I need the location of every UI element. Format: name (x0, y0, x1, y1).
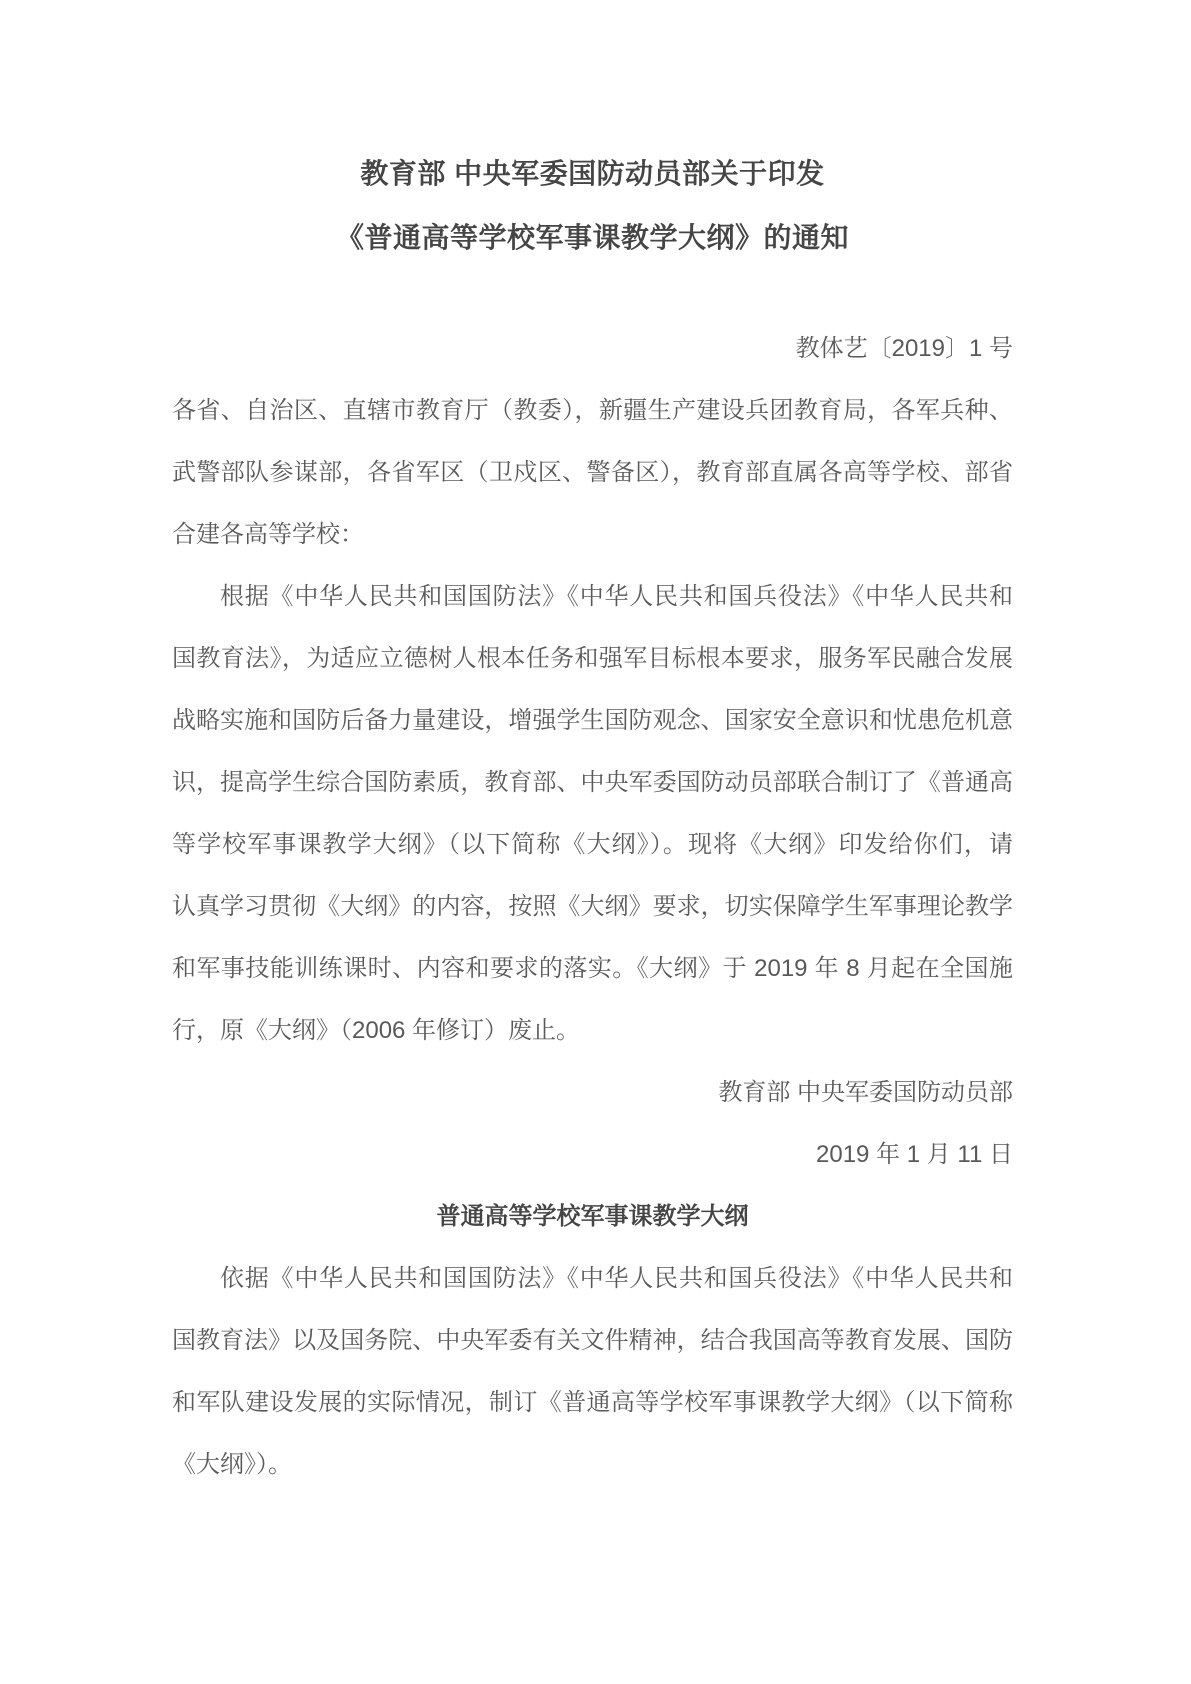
doc-number: 教体艺〔2019〕1 号 (795, 335, 1013, 362)
notice-paragraph-line: 国教育法》，为适应立德树人根本任务和强军目标根本要求，服务军民融合发展 (172, 645, 1013, 672)
notice-paragraph-line: 等学校军事课教学大纲》（以下简称《大纲》）。现将《大纲》印发给你们，请 (172, 831, 1013, 858)
notice-paragraph-line: 行，原《大纲》（2006 年修订）废止。 (172, 1017, 581, 1044)
outline-paragraph-line: 国教育法》以及国务院、中央军委有关文件精神，结合我国高等教育发展、国防 (172, 1327, 1013, 1354)
address-line: 各省、自治区、直辖市教育厅（教委），新疆生产建设兵团教育局，各军兵种、 (172, 397, 1013, 424)
address-line: 武警部队参谋部，各省军区（卫戍区、警备区），教育部直属各高等学校、部省 (172, 459, 1013, 486)
document-title-line-2: 《普通高等学校军事课教学大纲》的通知 (335, 222, 849, 253)
section-heading: 普通高等学校军事课教学大纲 (436, 1203, 749, 1230)
document-title (172, 0, 1013, 270)
signature-date: 2019 年 1 月 11 日 (816, 1141, 1013, 1168)
notice-paragraph-line: 战略实施和国防后备力量建设，增强学生国防观念、国家安全意识和忧患危机意 (172, 707, 1013, 734)
notice-paragraph-line: 认真学习贯彻《大纲》的内容，按照《大纲》要求，切实保障学生军事理论教学 (172, 893, 1013, 920)
address-line: 合建各高等学校： (172, 521, 364, 548)
document-content (172, 0, 1013, 1496)
notice-paragraph-line: 根据《中华人民共和国国防法》《中华人民共和国兵役法》《中华人民共和 (220, 583, 1013, 610)
outline-paragraph-line: 和军队建设发展的实际情况，制订《普通高等学校军事课教学大纲》（以下简称 (172, 1389, 1013, 1416)
signature: 教育部 中央军委国防动员部 (718, 1079, 1013, 1106)
notice-paragraph-line: 识，提高学生综合国防素质，教育部、中央军委国防动员部联合制订了《普通高 (172, 769, 1013, 796)
outline-paragraph-line: 《大纲》）。 (172, 1451, 292, 1478)
document-title-line-1: 教育部 中央军委国防动员部关于印发 (360, 158, 825, 189)
outline-paragraph-line: 依据《中华人民共和国国防法》《中华人民共和国兵役法》《中华人民共和 (220, 1265, 1013, 1292)
notice-paragraph-line: 和军事技能训练课时、内容和要求的落实。《大纲》于 2019 年 8 月起在全国施 (172, 955, 1013, 982)
